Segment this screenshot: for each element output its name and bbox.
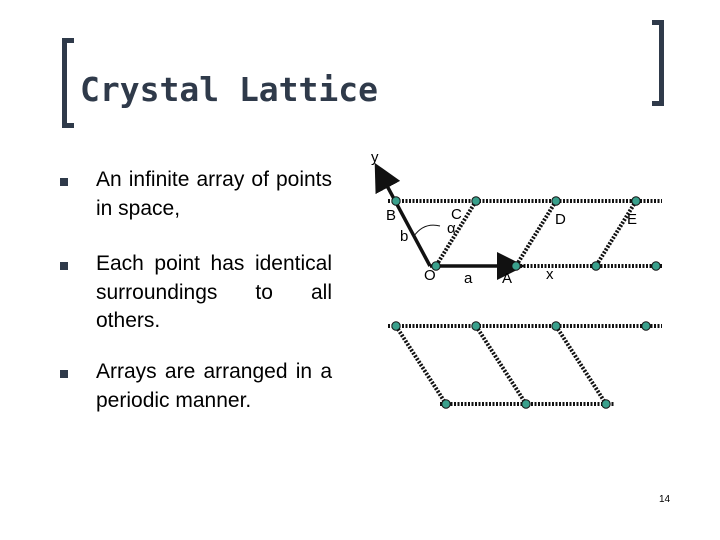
label-b: b bbox=[400, 228, 409, 245]
bullet-text: An infinite array of points in space, bbox=[96, 168, 332, 220]
label-x: x bbox=[546, 266, 554, 283]
lattice-point bbox=[602, 400, 610, 408]
lattice-point bbox=[442, 400, 450, 408]
bullet-text: Each point has identical surroundings to all others. bbox=[96, 252, 332, 332]
lattice-axes bbox=[378, 169, 518, 266]
lattice-lines bbox=[388, 201, 662, 404]
label-C: C bbox=[451, 206, 462, 223]
lattice-point bbox=[392, 197, 400, 205]
lattice-point bbox=[392, 322, 400, 330]
lattice-column-line bbox=[516, 201, 556, 266]
lattice-point bbox=[472, 322, 480, 330]
label-a: a bbox=[464, 270, 473, 287]
lattice-point bbox=[592, 262, 600, 270]
lattice-point bbox=[552, 197, 560, 205]
label-B: B bbox=[386, 207, 397, 224]
angle-arc bbox=[414, 225, 440, 236]
label-alpha: α bbox=[447, 220, 456, 237]
lattice-column-line bbox=[396, 326, 446, 404]
lattice-point bbox=[552, 322, 560, 330]
lattice-point bbox=[472, 197, 480, 205]
slide-title: Crystal Lattice bbox=[80, 70, 379, 109]
lattice-point bbox=[632, 197, 640, 205]
lattice-point bbox=[522, 400, 530, 408]
lattice-point bbox=[642, 322, 650, 330]
page-number: 14 bbox=[659, 494, 671, 505]
label-E: E bbox=[627, 211, 638, 228]
label-O: O bbox=[424, 267, 436, 284]
label-A: A bbox=[502, 270, 513, 287]
lattice-point bbox=[652, 262, 660, 270]
lattice-column-line bbox=[476, 326, 526, 404]
lattice-column-line bbox=[556, 326, 606, 404]
bullet-text: Arrays are arranged in a periodic manner. bbox=[96, 360, 332, 412]
label-D: D bbox=[555, 211, 566, 228]
lattice-point bbox=[512, 262, 520, 270]
label-y: y bbox=[371, 149, 379, 166]
